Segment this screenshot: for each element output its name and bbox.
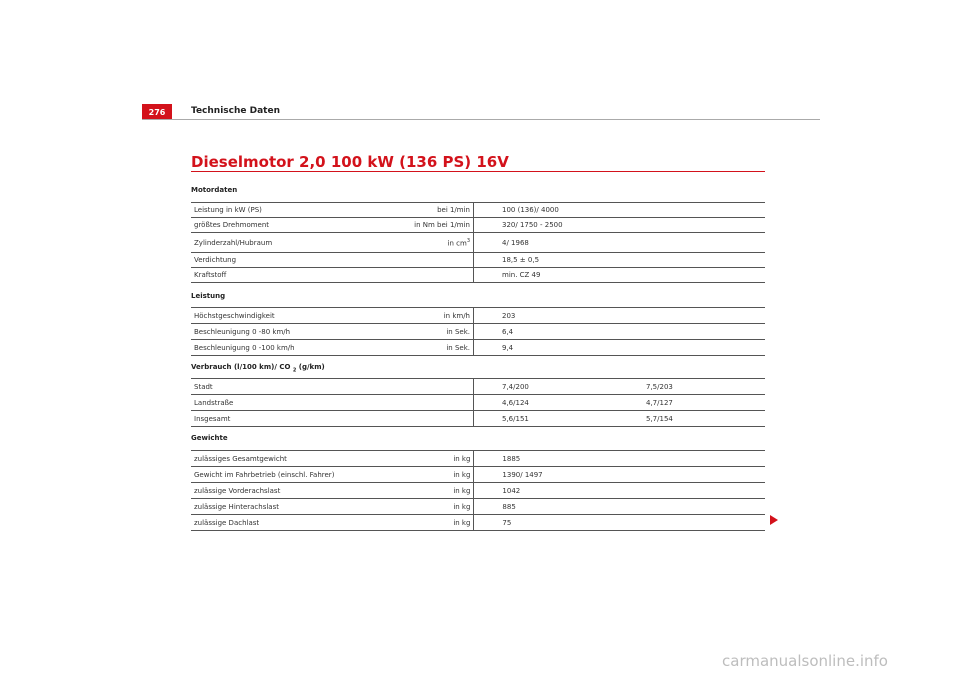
row-value-1: 5,6/151 (474, 411, 619, 427)
row-value-1: 7,4/200 (474, 379, 619, 395)
row-label: Verdichtung (191, 253, 337, 268)
next-page-arrow-icon[interactable] (770, 515, 778, 525)
table-row (191, 411, 765, 427)
table-row (191, 308, 765, 324)
row-unit: in kg (337, 515, 474, 531)
row-value-2: 7,5/203 (618, 379, 765, 395)
table-row (191, 483, 765, 499)
table-row (191, 340, 765, 356)
row-value: min. CZ 49 (474, 268, 766, 283)
row-unit: in Sek. (337, 340, 474, 356)
row-value: 4/ 1968 (474, 233, 766, 253)
row-value-2: 4,7/127 (618, 395, 765, 411)
row-label: größtes Drehmoment (191, 218, 337, 233)
row-value: 1390/ 1497 (474, 467, 765, 483)
row-value: 1042 (474, 483, 765, 499)
header-divider (142, 119, 820, 120)
table-row (191, 253, 765, 268)
table-gewichte (191, 450, 765, 531)
row-label: Leistung in kW (PS) (191, 203, 337, 218)
row-value: 1885 (474, 451, 765, 467)
section-heading-leistung: Leistung (191, 292, 226, 300)
heading-text-unit: (g/km) (298, 363, 325, 371)
table-row (191, 379, 765, 395)
table-row (191, 467, 765, 483)
row-label: Stadt (191, 379, 474, 395)
row-label: Gewicht im Fahrbetrieb (einschl. Fahrer) (191, 467, 337, 483)
table-row (191, 218, 765, 233)
row-label: Insgesamt (191, 411, 474, 427)
row-label: Zylinderzahl/Hubraum (191, 233, 337, 253)
table-verbrauch (191, 378, 765, 427)
row-value: 320/ 1750 - 2500 (474, 218, 766, 233)
row-label: Höchstgeschwindigkeit (191, 308, 337, 324)
table-row (191, 233, 765, 253)
row-value: 100 (136)/ 4000 (474, 203, 766, 218)
row-unit: in kg (337, 499, 474, 515)
table-motordaten (191, 202, 765, 283)
row-unit (337, 233, 474, 253)
row-unit: in kg (337, 483, 474, 499)
row-unit (337, 253, 474, 268)
table-row (191, 203, 765, 218)
heading-subscript: 2 (292, 367, 297, 374)
page-number: 276 (142, 104, 172, 120)
row-value-2: 5,7/154 (618, 411, 765, 427)
row-unit: in Nm bei 1/min (337, 218, 474, 233)
row-value: 6,4 (474, 324, 766, 340)
table-row (191, 515, 765, 531)
row-unit: in km/h (337, 308, 474, 324)
row-value: 9,4 (474, 340, 766, 356)
row-unit: in kg (337, 467, 474, 483)
row-value: 18,5 ± 0,5 (474, 253, 766, 268)
table-row (191, 451, 765, 467)
table-row (191, 499, 765, 515)
section-heading-motordaten: Motordaten (191, 186, 238, 194)
section-heading-verbrauch (191, 363, 325, 373)
title-divider (191, 171, 765, 172)
table-leistung (191, 307, 765, 356)
row-label: Beschleunigung 0 -80 km/h (191, 324, 337, 340)
row-label: zulässige Dachlast (191, 515, 337, 531)
row-label: zulässige Hinterachslast (191, 499, 337, 515)
row-label: zulässiges Gesamtgewicht (191, 451, 337, 467)
row-unit: in kg (337, 451, 474, 467)
unit-text: in cm (447, 239, 467, 248)
row-label: Beschleunigung 0 -100 km/h (191, 340, 337, 356)
row-value-1: 4,6/124 (474, 395, 619, 411)
row-value: 885 (474, 499, 765, 515)
row-label: Kraftstoff (191, 268, 337, 283)
table-row (191, 268, 765, 283)
row-value: 75 (474, 515, 765, 531)
page-title: Dieselmotor 2,0 100 kW (136 PS) 16V (191, 153, 509, 171)
row-unit: bei 1/min (337, 203, 474, 218)
row-label: zulässige Vorderachslast (191, 483, 337, 499)
header-section-title: Technische Daten (191, 106, 280, 116)
row-unit: in Sek. (337, 324, 474, 340)
row-label: Landstraße (191, 395, 474, 411)
row-value: 203 (474, 308, 766, 324)
row-unit (337, 268, 474, 283)
section-heading-gewichte: Gewichte (191, 434, 228, 442)
heading-text: Verbrauch (l/100 km)/ CO (191, 363, 291, 371)
table-row (191, 395, 765, 411)
watermark: carmanualsonline.info (722, 652, 888, 670)
table-row (191, 324, 765, 340)
unit-superscript: 3 (466, 237, 470, 244)
